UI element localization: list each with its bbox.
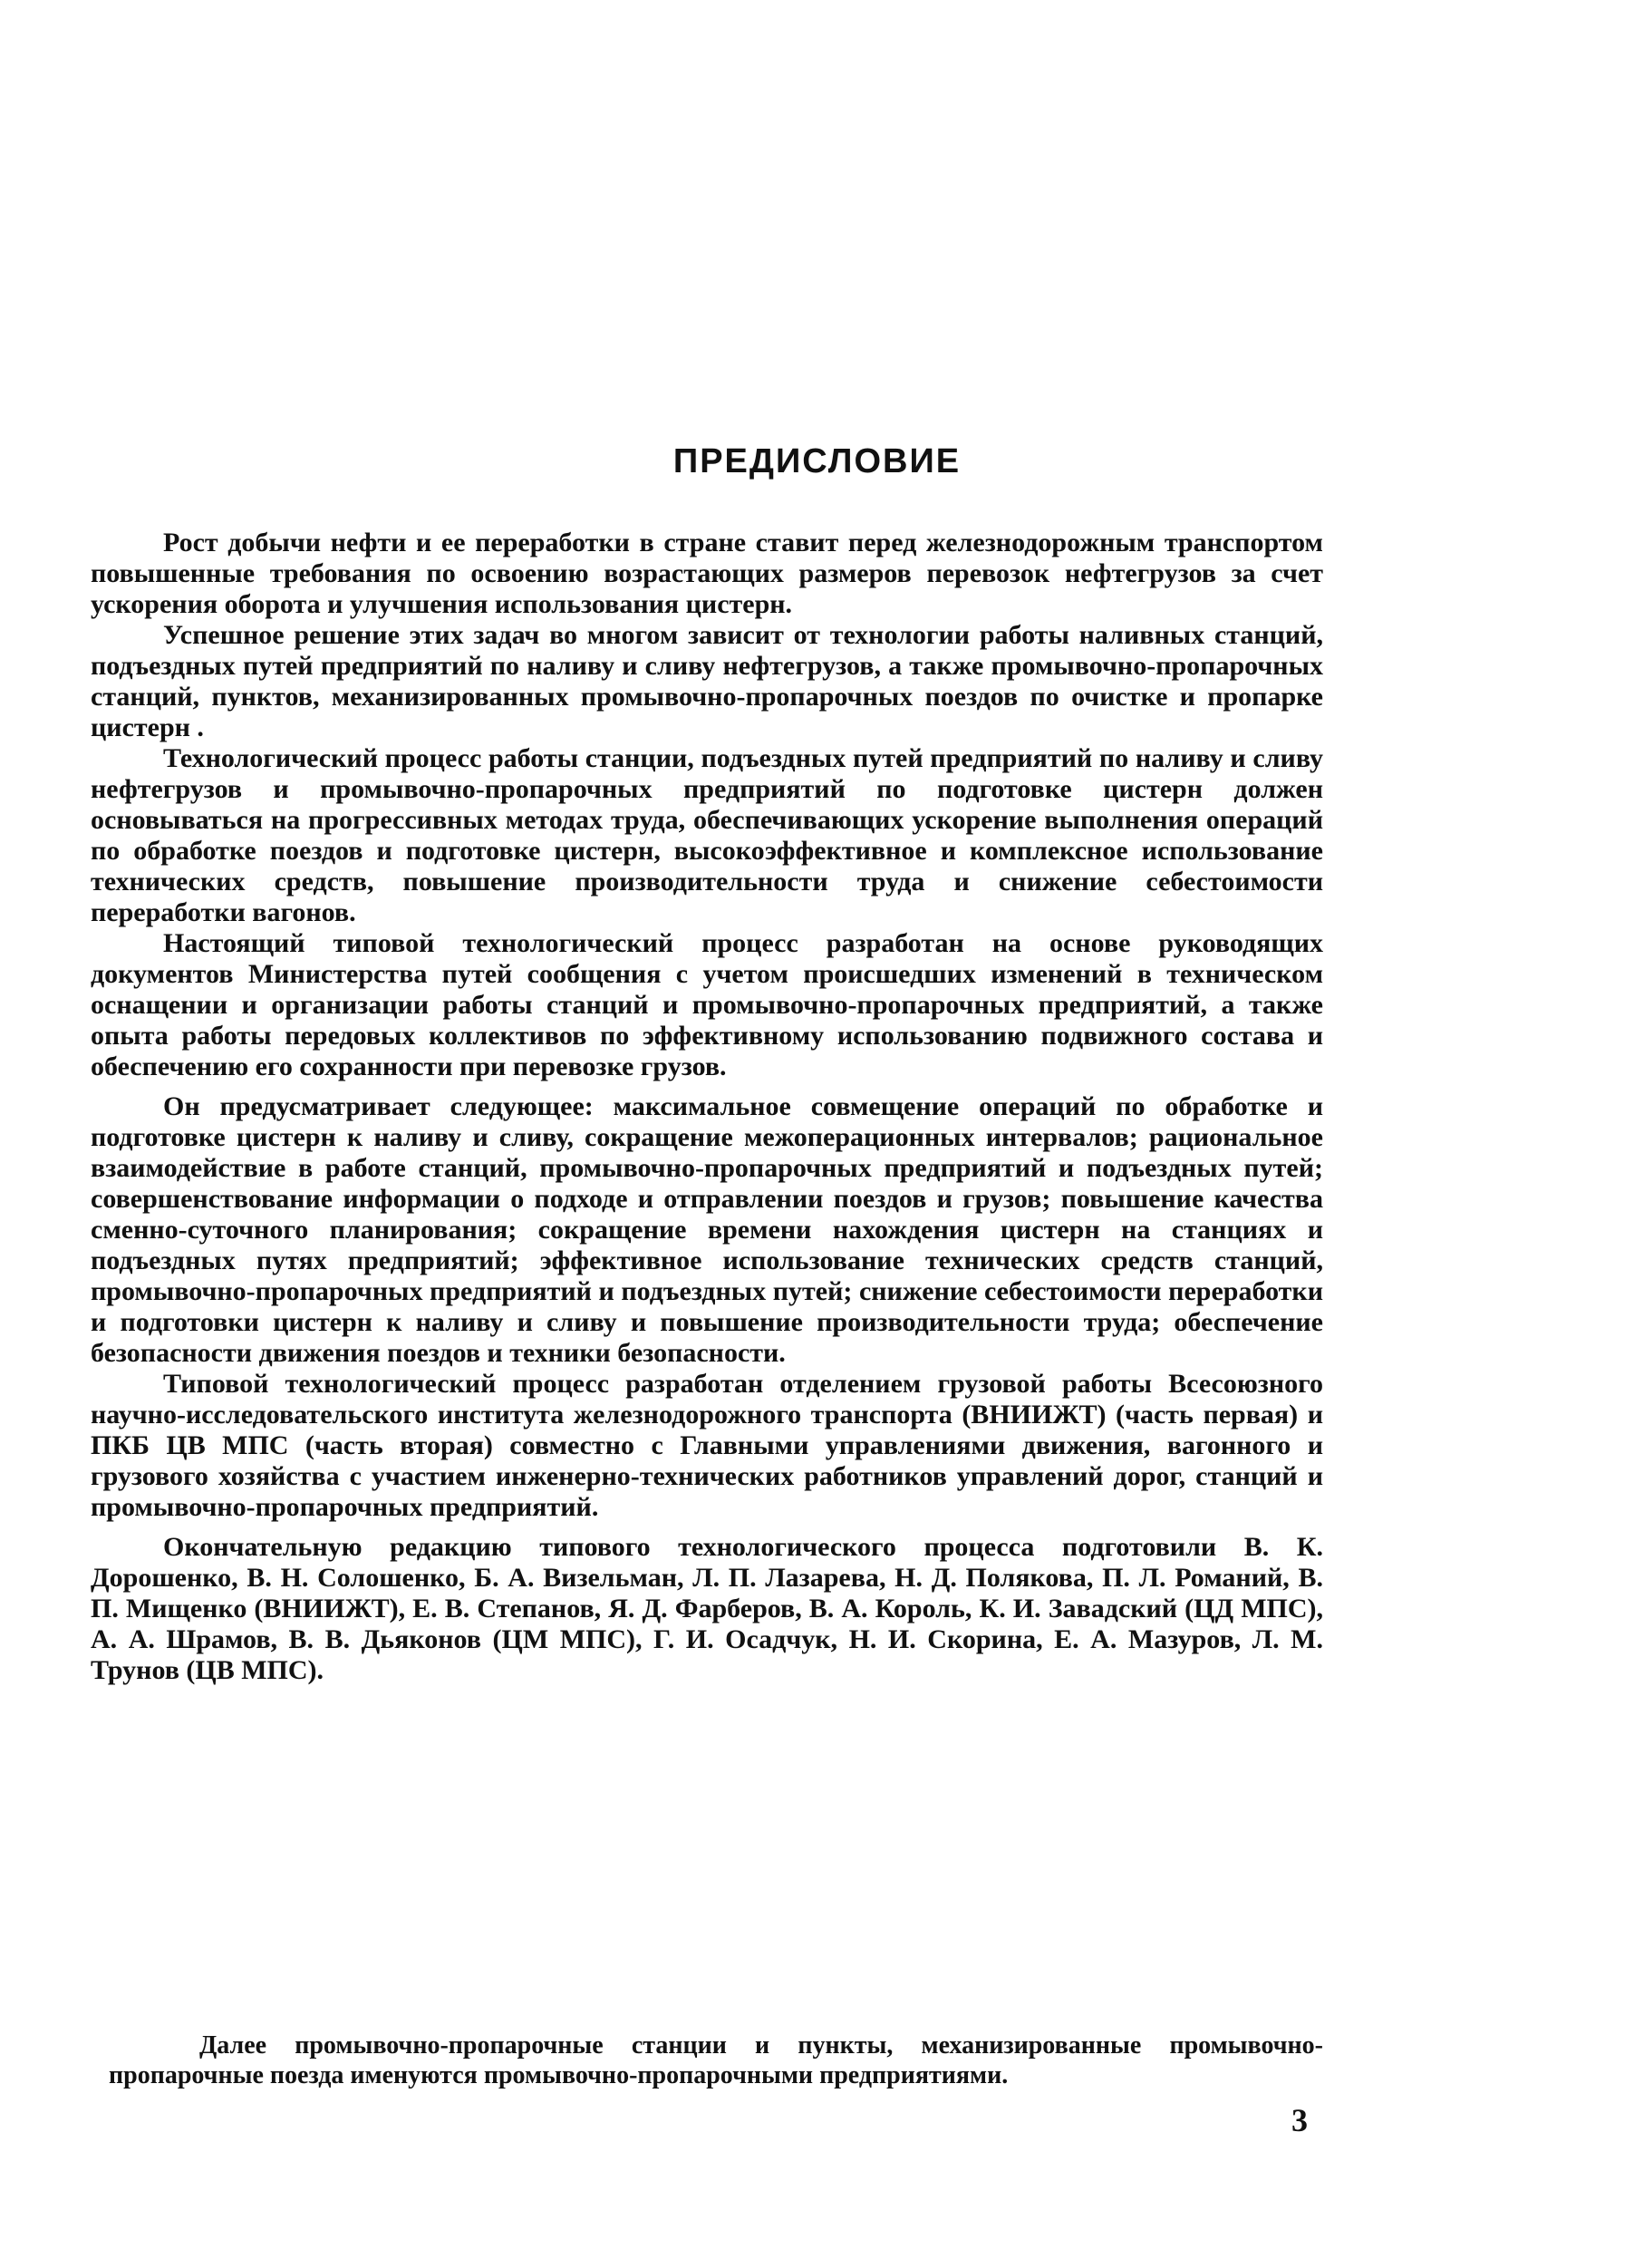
paragraph-5: Он предусматривает следующее: максимальное совмещение операций по обработке и подготовке цистерн к наливу и сливу, сокращение межоперационных интервалов; рациональное взаимодействие в работе станций, промывочно-пропарочных предприятий и подъездных путей; совершенствование информации о подходе и отправлении поездов и грузов; повышение качества сменно-суточного планирования; сокращение времени нахождения цистерн на станциях и подъездных путях предприятий; эффективное использование технических средств станций, промывочно-пропарочных предприятий и подъездных путей; снижение себестоимости переработки и подготовки цистерн к наливу и сливу и повышение производительности труда; обеспечение безопасности движения поездов и техники безопасности.: [91, 1091, 1323, 1368]
paragraph-6: Типовой технологический процесс разработан отделением грузовой работы Всесоюзного научно-исследовательского института железнодорожного транспорта (ВНИИЖТ) (часть первая) и ПКБ ЦВ МПС (часть вторая) совместно с Главными управлениями движения, вагонного и грузового хозяйства с участием инженерно-технических работников управлений дорог, станций и промывочно-пропарочных предприятий.: [91, 1369, 1323, 1522]
page-title: ПРЕДИСЛОВИЕ: [672, 442, 962, 480]
paragraph-1: Рост добычи нефти и ее переработки в стране ставит перед железнодорожным транспортом повышенные требования по освоению возрастающих размеров перевозок нефтегрузов за счет ускорения оборота и улучшения использования цистерн.: [91, 528, 1323, 619]
main-text: [91, 528, 1323, 1686]
paragraph-4: Настоящий типовой технологический процесс разработан на основе руководящих документов Министерства путей сообщения с учетом происшедших изменений в техническом оснащении и организации работы станций и промывочно-пропарочных предприятий, а также опыта работы передовых коллективов по эффективному использованию подвижного состава и обеспечению его сохранности при перевозке грузов.: [91, 928, 1323, 1081]
paragraph-7: Окончательную редакцию типового технологического процесса подготовили В. К. Дорошенко, В. Н. Солошенко, Б. А. Визельман, Л. П. Лазарева, Н. Д. Полякова, П. Л. Романий, В. П. Мищенко (ВНИИЖТ), Е. В. Степанов, Я. Д. Фарберов, В. А. Король, К. И. Завадский (ЦД МПС), А. А. Шрамов, В. В. Дьяконов (ЦМ МПС), Г. И. Осадчук, Н. И. Скорина, Е. А. Мазуров, Л. М. Трунов (ЦВ МПС).: [91, 1532, 1323, 1685]
footnote: Далее промывочно-пропарочные станции и пункты, механизированные промывочно-пропарочные поезда именуются промывочно-пропарочными предприятиями.: [109, 2031, 1323, 2089]
paragraph-2: Успешное решение этих задач во многом зависит от технологии работы наливных станций, подъездных путей предприятий по наливу и сливу нефтегрузов, а также промывочно-пропарочных станций, пунктов, механизированных промывочно-пропарочных поездов по очистке и пропарке цистерн .: [91, 620, 1323, 742]
page-number: 3: [1291, 2102, 1308, 2138]
paragraph-3: Технологический процесс работы станции, подъездных путей предприятий по наливу и сливу нефтегрузов и промывочно-пропарочных предприятий по подготовке цистерн должен основываться на прогрессивных методах труда, обеспечивающих ускорение выполнения операций по обработке поездов и подготовке цистерн, высокоэффективное и комплексное использование технических средств, повышение производительности труда и снижение себестоимости переработки вагонов.: [91, 743, 1323, 927]
